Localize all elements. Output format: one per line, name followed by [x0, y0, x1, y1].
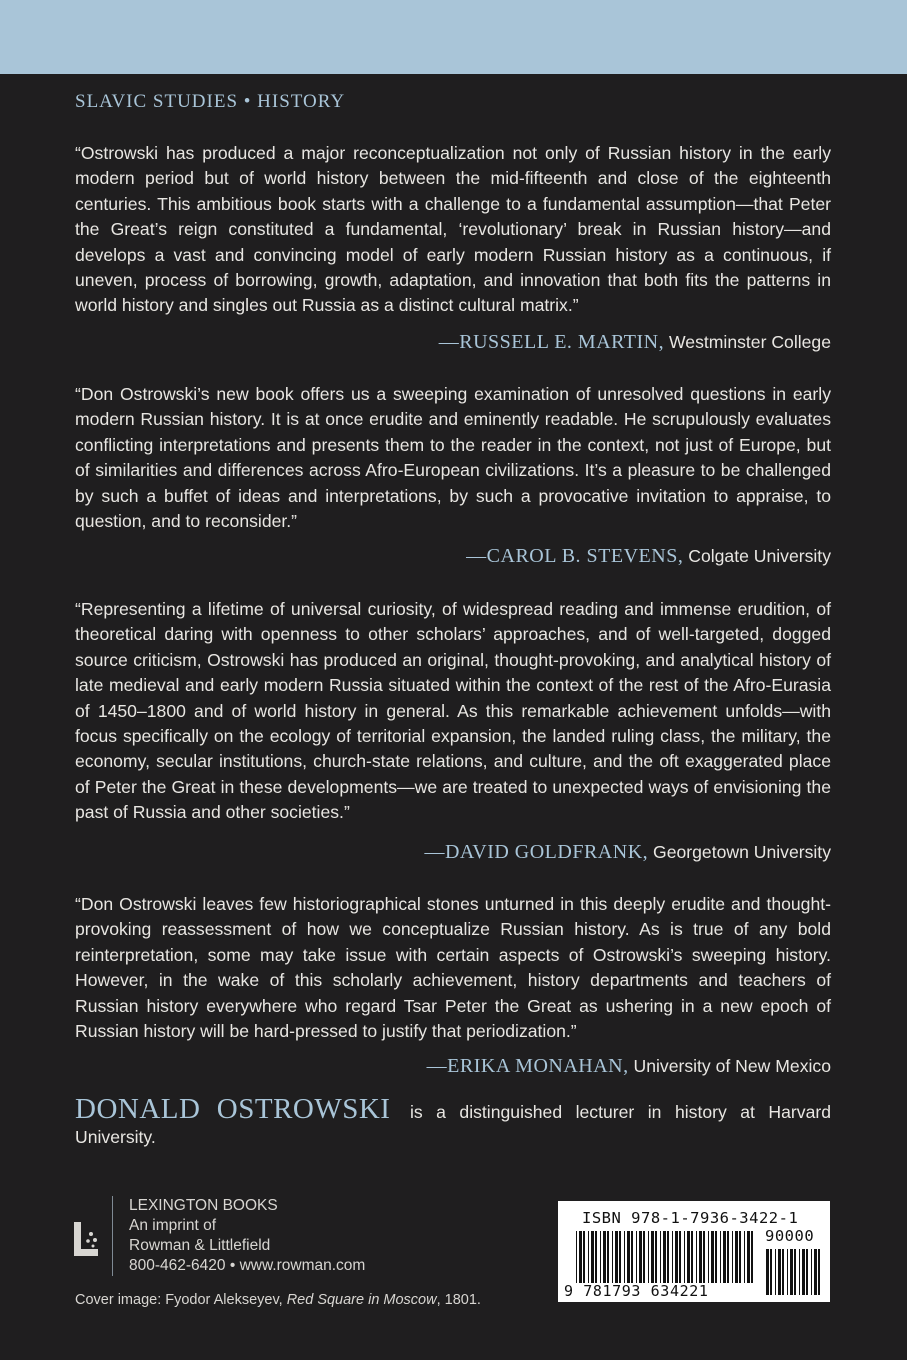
isbn-number: ISBN 978-1-7936-3422-1 — [582, 1209, 799, 1227]
author-bio — [75, 1093, 831, 1150]
publisher-divider — [112, 1196, 113, 1276]
publisher-parent: Rowman & Littlefield — [129, 1237, 271, 1254]
barcode-bar — [636, 1231, 637, 1283]
reviewer-name: —DAVID GOLDFRANK, — [424, 841, 649, 863]
barcode-bar — [790, 1249, 793, 1295]
barcode-bar — [739, 1231, 741, 1283]
top-color-band — [0, 0, 907, 74]
publisher-block — [74, 1196, 434, 1276]
review-attribution-3 — [424, 840, 831, 865]
barcode-bar — [624, 1231, 625, 1283]
barcode-bar — [778, 1249, 781, 1295]
publisher-name: LEXINGTON BOOKS — [129, 1197, 278, 1214]
barcode-bar — [775, 1249, 776, 1295]
cover-credit — [75, 1292, 481, 1308]
barcode-bar — [787, 1249, 788, 1295]
reviewer-affiliation: Westminster College — [669, 332, 831, 352]
barcode-bar — [794, 1249, 796, 1295]
barcode-bar — [643, 1231, 645, 1283]
addon-barcode-bars — [766, 1249, 820, 1295]
barcode-bar — [732, 1231, 733, 1283]
review-attribution-4 — [427, 1054, 831, 1079]
review-attribution-1 — [439, 330, 831, 355]
barcode-bar — [770, 1249, 772, 1295]
cover-credit-prefix: Cover image: Fyodor Alekseyev, — [75, 1292, 287, 1308]
publisher-contact: 800-462-6420 • www.rowman.com — [129, 1257, 366, 1274]
barcode-bar — [619, 1231, 621, 1283]
barcode-bar — [802, 1249, 805, 1295]
main-barcode-bars — [576, 1231, 753, 1283]
barcode-bar — [648, 1231, 649, 1283]
category-label: SLAVIC STUDIES • HISTORY — [75, 91, 346, 112]
barcode-bar — [766, 1249, 769, 1295]
barcode-bar — [607, 1231, 609, 1283]
barcode-bar — [751, 1231, 753, 1283]
barcode-bar — [672, 1231, 673, 1283]
reviewer-affiliation: University of New Mexico — [633, 1056, 831, 1076]
reviewer-name: —ERIKA MONAHAN, — [426, 1055, 629, 1077]
barcode-bar — [576, 1231, 577, 1283]
barcode-bar — [615, 1231, 618, 1283]
barcode-bar — [679, 1231, 681, 1283]
reviewer-name: —RUSSELL E. MARTIN, — [438, 331, 665, 353]
barcode-bar — [747, 1231, 750, 1283]
review-quote-3: “Representing a lifetime of universal curiosity, of widespread reading and immense erudition, of theoretical daring with openness to other scholars’ approaches, and of well-targeted, dogged source criticism, Ostrowski has produced an original, thought-provoking, and analytical history of late medieval and early modern Russia situated within the context of the rest of the Afro-Eurasia of 1450–1800 and of world history in general. As this remarkable achievement unfolds—with focus specifically on the ecology of territorial expansion, the landed ruling class, the military, the economy, secular institutions, church-state relations, and culture, and the oft exaggerated place of Peter the Great in these developments—we are treated to unexpected ways of envisioning the past of Russia and other societies.” — [75, 599, 831, 823]
barcode-bar — [727, 1231, 729, 1283]
barcode-bar — [675, 1231, 678, 1283]
barcode-bar — [583, 1231, 585, 1283]
publisher-logo-icon — [74, 1222, 100, 1256]
barcode-bar — [591, 1231, 594, 1283]
barcode-bar — [595, 1231, 597, 1283]
publisher-imprint: An imprint of — [129, 1217, 217, 1234]
barcode-bar — [627, 1231, 630, 1283]
barcode-bar — [663, 1231, 666, 1283]
barcode-bar — [703, 1231, 705, 1283]
barcode-bar — [579, 1231, 582, 1283]
isbn-barcode — [558, 1201, 830, 1302]
review-quote-4: “Don Ostrowski leaves few historiographical stones unturned in this deeply erudite and thought-provoking reassessment of how we conceptualize Russian history. As is true of any bold reinterpretation, some may take issue with certain aspects of Ostrowski’s sweeping history. However, in the wake of this scholarly achievement, history departments and teachers of Russian history everywhere who regard Tsar Peter the Great as ushering in a new epoch of Russian history will be hard-pressed to justify that periodization.” — [75, 894, 831, 1042]
barcode-bar — [631, 1231, 633, 1283]
barcode-bar — [806, 1249, 808, 1295]
author-bio-text: is a distinguished lecturer in history at Harvard University. — [75, 1102, 831, 1147]
reviewer-name: —CAROL B. STEVENS, — [466, 545, 684, 567]
author-name: DONALD OSTROWSKI — [75, 1093, 391, 1125]
barcode-bar — [687, 1231, 690, 1283]
cover-credit-title: Red Square in Moscow — [286, 1292, 437, 1308]
reviewer-affiliation: Georgetown University — [653, 842, 831, 862]
barcode-bar — [708, 1231, 709, 1283]
barcode-bar — [667, 1231, 669, 1283]
barcode-bar — [723, 1231, 726, 1283]
barcode-bar — [639, 1231, 642, 1283]
barcode-bar — [684, 1231, 685, 1283]
reviewer-affiliation: Colgate University — [688, 546, 831, 566]
review-quote-1: “Ostrowski has produced a major reconceptualization not only of Russian history in the early modern period but of world history between the mid-fifteenth and close of the eighteenth centuries. This ambitious book starts with a challenge to a fundamental assumption—that Peter the Great’s reign constituted a fundamental, ‘revolutionary’ break in Russian history—and develops a vast and convincing model of early modern Russian history as a continuous, if uneven, process of borrowing, growth, adaptation, and innovation that both fits the patterns in world history and singles out Russia as a distinct cultural matrix.” — [75, 143, 831, 316]
barcode-bar — [612, 1231, 613, 1283]
barcode-bar — [715, 1231, 717, 1283]
review-quote-2: “Don Ostrowski’s new book offers us a sweeping examination of unresolved questions in early modern Russian history. It is at once erudite and eminently readable. He scrupulously evaluates conflicting interpretations and presents them to the reader in the context, not just of Europe, but of similarities and differences across Afro-European civilizations. It’s a pleasure to be challenged by such a buffet of ideas and interpretations, by such a provocative invitation to appraise, to question, and to reconsider.” — [75, 384, 831, 532]
barcode-bar — [696, 1231, 697, 1283]
barcode-bar — [660, 1231, 661, 1283]
cover-credit-suffix: , 1801. — [436, 1292, 481, 1308]
barcode-bar — [799, 1249, 800, 1295]
barcode-bar — [655, 1231, 657, 1283]
barcode-bar — [744, 1231, 745, 1283]
barcode-bar — [811, 1249, 812, 1295]
barcode-bar — [691, 1231, 693, 1283]
price-code: 90000 — [765, 1227, 815, 1245]
ean-digits: 9 781793 634221 — [564, 1282, 709, 1300]
barcode-bar — [735, 1231, 738, 1283]
barcode-bar — [600, 1231, 601, 1283]
barcode-bar — [711, 1231, 714, 1283]
barcode-bar — [651, 1231, 654, 1283]
barcode-bar — [588, 1231, 589, 1283]
barcode-bar — [818, 1249, 820, 1295]
barcode-bar — [603, 1231, 606, 1283]
barcode-bar — [720, 1231, 721, 1283]
barcode-bar — [699, 1231, 702, 1283]
barcode-bar — [782, 1249, 784, 1295]
barcode-bar — [814, 1249, 817, 1295]
publisher-info — [129, 1196, 365, 1276]
review-attribution-2 — [466, 544, 831, 569]
